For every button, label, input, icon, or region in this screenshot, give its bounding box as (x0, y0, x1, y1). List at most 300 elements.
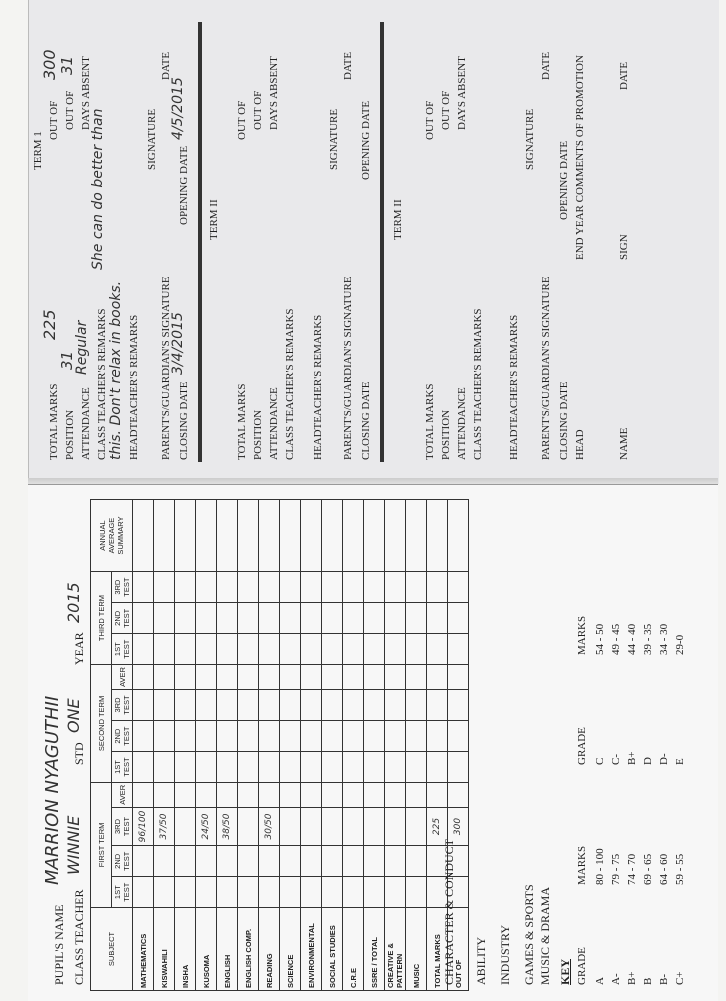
mark-cell (175, 721, 196, 752)
term3-class-teacher-remarks-label: CLASS TEACHER'S REMARKS (472, 308, 484, 460)
table-row (364, 500, 385, 991)
mark-cell: 30/50 (259, 807, 280, 846)
subject-cell: SSRE / TOTAL (364, 908, 385, 991)
table-row (385, 500, 406, 991)
mark-cell (406, 752, 427, 783)
mark-cell (217, 689, 238, 720)
mark-cell (196, 603, 217, 634)
mark-cell (175, 752, 196, 783)
key-grade: B+ (626, 751, 638, 765)
key-marks-header: MARKS (576, 845, 588, 885)
term1-attendance-value: Regular (74, 320, 90, 375)
mark-cell (322, 877, 343, 908)
mark-cell (196, 846, 217, 877)
annual-header: ANNUAL AVERAGE SUMMARY (91, 500, 133, 572)
mark-cell (238, 500, 259, 572)
key-marks: 44 - 40 (626, 623, 638, 655)
term1-opening-date-value: 4/5/2015 (170, 77, 186, 140)
mark-cell (154, 689, 175, 720)
mark-cell (259, 572, 280, 603)
mark-cell (238, 782, 259, 807)
mark-cell (343, 877, 364, 908)
mark-cell (385, 846, 406, 877)
mark-cell (385, 500, 406, 572)
mark-cell (322, 500, 343, 572)
table-row (217, 500, 238, 991)
term1-position-value: 31 (58, 350, 76, 370)
mark-cell (196, 752, 217, 783)
term1-opening-date-label: OPENING DATE (178, 145, 190, 225)
mark-cell (259, 665, 280, 690)
class-teacher-value: WINNIE (64, 815, 83, 875)
term1-date-label: DATE (160, 51, 172, 80)
mark-cell (385, 782, 406, 807)
mark-cell (448, 634, 469, 665)
mark-cell (364, 877, 385, 908)
third-term-header: THIRD TERM (91, 572, 112, 665)
term3-headteacher-remarks-label: HEADTEACHER'S REMARKS (508, 314, 520, 460)
mark-cell (427, 634, 448, 665)
term1-closing-date-label: CLOSING DATE (178, 381, 190, 460)
mark-cell (217, 500, 238, 572)
mark-cell (196, 877, 217, 908)
industry-label: INDUSTRY (498, 924, 512, 985)
mark-cell (364, 721, 385, 752)
term1-closing-date-value: 3/4/2015 (170, 312, 186, 375)
term3-out-of2-label: OUT OF (440, 90, 452, 130)
mark-cell (406, 500, 427, 572)
mark-cell (448, 782, 469, 807)
key-marks: 34 - 30 (658, 623, 670, 655)
term3-position-label: POSITION (440, 409, 452, 460)
mark-cell (385, 877, 406, 908)
mark-cell (322, 603, 343, 634)
subject-cell: MUSIC (406, 908, 427, 991)
mark-cell (259, 877, 280, 908)
mark-cell (301, 572, 322, 603)
mark-cell (259, 782, 280, 807)
mark-cell (238, 572, 259, 603)
mark-cell (133, 603, 154, 634)
mark-cell (154, 877, 175, 908)
subject-cell: SCIENCE (280, 908, 301, 991)
key-grade-header: GRADE (576, 947, 588, 985)
second-term-header: SECOND TERM (91, 665, 112, 783)
mark-cell (322, 807, 343, 846)
year-value: 2015 (64, 582, 83, 623)
mark-cell (322, 689, 343, 720)
mark-cell (427, 500, 448, 572)
mark-cell (175, 500, 196, 572)
mark-cell (301, 752, 322, 783)
mark-cell (217, 782, 238, 807)
subject-cell: ENGLISH (217, 908, 238, 991)
mark-cell (385, 603, 406, 634)
mark-cell (301, 665, 322, 690)
mark-cell: 38/50 (217, 807, 238, 846)
mark-cell (406, 807, 427, 846)
mark-cell (364, 572, 385, 603)
mark-cell (406, 877, 427, 908)
mark-cell (343, 665, 364, 690)
mark-cell (196, 634, 217, 665)
term1-out-of2-label: OUT OF (64, 90, 76, 130)
term2-title: TERM II (208, 199, 220, 240)
mark-cell (238, 721, 259, 752)
mark-cell (343, 782, 364, 807)
mark-cell (406, 782, 427, 807)
term3-sign-label: SIGN (618, 234, 630, 260)
table-row (406, 500, 427, 991)
mark-cell (364, 689, 385, 720)
mark-cell (343, 721, 364, 752)
mark-cell (406, 603, 427, 634)
key-grade: A (594, 977, 606, 985)
mark-cell (280, 634, 301, 665)
term2-headteacher-remarks-label: HEADTEACHER'S REMARKS (312, 314, 324, 460)
mark-cell (238, 807, 259, 846)
table-header-row (91, 500, 112, 991)
mark-cell (217, 603, 238, 634)
key-label: KEY (558, 958, 572, 985)
mark-cell (280, 665, 301, 690)
mark-cell (259, 752, 280, 783)
mark-cell (217, 665, 238, 690)
key-grade: B- (658, 974, 670, 985)
mark-cell (322, 846, 343, 877)
key-marks-header2: MARKS (576, 615, 588, 655)
table-row (238, 500, 259, 991)
mark-cell (406, 665, 427, 690)
mark-cell (301, 846, 322, 877)
subcol-header: 1ST TEST (112, 634, 133, 665)
subject-cell: ENGLISH COMP. (238, 908, 259, 991)
mark-cell (301, 807, 322, 846)
mark-cell (259, 634, 280, 665)
mark-cell (406, 634, 427, 665)
term3-opening-date-label: OPENING DATE (558, 140, 570, 220)
term2-date-label: DATE (342, 51, 354, 80)
mark-cell (406, 721, 427, 752)
pupil-name-label: PUPIL'S NAME (52, 904, 66, 985)
mark-cell (175, 572, 196, 603)
mark-cell (301, 782, 322, 807)
subcol-header: 3RD TEST (112, 689, 133, 720)
mark-cell (448, 572, 469, 603)
term3-date-label: DATE (540, 51, 552, 80)
subject-cell: TOTAL MARKS (427, 908, 448, 991)
mark-cell (427, 665, 448, 690)
subcol-header: 2ND TEST (112, 603, 133, 634)
key-marks: 74 - 70 (626, 853, 638, 885)
first-term-header: FIRST TERM (91, 782, 112, 907)
mark-cell (238, 877, 259, 908)
mark-cell (217, 846, 238, 877)
term3-days-absent-label: DAYS ABSENT (456, 56, 468, 130)
mark-cell (448, 603, 469, 634)
mark-cell: 96/100 (133, 807, 154, 846)
mark-cell (259, 500, 280, 572)
mark-cell (301, 877, 322, 908)
mark-cell (259, 846, 280, 877)
term2-parent-signature-label: PARENT'S/GUARDIAN'S SIGNATURE (342, 276, 354, 460)
mark-cell (133, 665, 154, 690)
key-grade: D- (658, 753, 670, 765)
table-row (133, 500, 154, 991)
mark-cell (280, 603, 301, 634)
mark-cell (385, 634, 406, 665)
mark-cell (301, 500, 322, 572)
ability-label: ABILITY (474, 937, 488, 985)
term1-out-of-value: 300 (40, 49, 59, 80)
subcol-header: 3RD TEST (112, 807, 133, 846)
mark-cell (259, 689, 280, 720)
mark-cell (280, 689, 301, 720)
mark-cell (175, 846, 196, 877)
key-grade: E (674, 758, 686, 765)
character-label: CHARACTER & CONDUCT (442, 838, 456, 985)
mark-cell (133, 782, 154, 807)
term1-remarks-line1: She can do better than (90, 108, 106, 270)
mark-cell (301, 634, 322, 665)
key-grade: A- (610, 973, 622, 985)
key-marks: 49 - 45 (610, 623, 622, 655)
mark-cell (364, 665, 385, 690)
mark-cell (280, 782, 301, 807)
mark-cell (427, 721, 448, 752)
mark-cell (175, 782, 196, 807)
mark-cell (154, 665, 175, 690)
mark-cell (448, 721, 469, 752)
mark-cell (343, 752, 364, 783)
mark-cell (196, 721, 217, 752)
subject-cell: CREATIVE & PATTERN (385, 908, 406, 991)
term2-total-marks-label: TOTAL MARKS (236, 383, 248, 460)
key-grade: C- (610, 754, 622, 765)
mark-cell: 24/50 (196, 807, 217, 846)
table-row (196, 500, 217, 991)
term2-attendance-label: ATTENDANCE (268, 387, 280, 460)
term1-signature-label: SIGNATURE (146, 108, 158, 170)
mark-cell (427, 572, 448, 603)
mark-cell (322, 782, 343, 807)
mark-cell (406, 846, 427, 877)
key-grade: D (642, 757, 654, 765)
mark-cell (154, 782, 175, 807)
mark-cell (154, 603, 175, 634)
term3-closing-date-label: CLOSING DATE (558, 381, 570, 460)
mark-cell (427, 782, 448, 807)
key-marks: 54 - 50 (594, 623, 606, 655)
term3-out-of-label: OUT OF (424, 100, 436, 140)
mark-cell (154, 752, 175, 783)
mark-cell: 225 (427, 807, 448, 846)
std-value: ONE (64, 698, 83, 733)
term2-opening-date-label: OPENING DATE (360, 100, 372, 180)
term2-class-teacher-remarks-label: CLASS TEACHER'S REMARKS (284, 308, 296, 460)
mark-cell (154, 572, 175, 603)
subcol-header: AVER (112, 782, 133, 807)
mark-cell (343, 572, 364, 603)
mark-cell (364, 634, 385, 665)
year-label: YEAR (72, 632, 86, 665)
key-grade: C (594, 757, 606, 765)
mark-cell (217, 721, 238, 752)
term1-attendance-label: ATTENDANCE (80, 387, 92, 460)
mark-cell (196, 500, 217, 572)
table-row (343, 500, 364, 991)
mark-cell (217, 877, 238, 908)
subject-cell: ENVIRONMENTAL (301, 908, 322, 991)
term1-headteacher-remarks-label: HEADTEACHER'S REMARKS (128, 314, 140, 460)
mark-cell (280, 807, 301, 846)
term1-out-of2-value: 31 (58, 55, 76, 75)
term1-total-marks-label: TOTAL MARKS (48, 383, 60, 460)
mark-cell (175, 689, 196, 720)
class-teacher-label: CLASS TEACHER (72, 889, 86, 985)
mark-cell (343, 689, 364, 720)
mark-cell (133, 752, 154, 783)
mark-cell (133, 500, 154, 572)
mark-cell (280, 721, 301, 752)
subject-cell: MATHEMATICS (133, 908, 154, 991)
mark-cell (343, 846, 364, 877)
term3-title: TERM II (392, 199, 404, 240)
mark-cell (133, 634, 154, 665)
mark-cell (364, 500, 385, 572)
mark-cell: 37/50 (154, 807, 175, 846)
key-marks: 59 - 55 (674, 853, 686, 885)
term2-out-of-label: OUT OF (236, 100, 248, 140)
term1-total-marks-value: 225 (40, 309, 59, 340)
term3-attendance-label: ATTENDANCE (456, 387, 468, 460)
term2-closing-date-label: CLOSING DATE (360, 381, 372, 460)
mark-cell (448, 689, 469, 720)
mark-cell (133, 689, 154, 720)
term1-days-absent-label: DAYS ABSENT (80, 56, 92, 130)
mark-cell (385, 572, 406, 603)
mark-cell (175, 807, 196, 846)
marks-table (90, 499, 469, 991)
table-row (322, 500, 343, 991)
mark-cell (427, 689, 448, 720)
mark-cell (238, 689, 259, 720)
mark-cell (322, 634, 343, 665)
mark-cell (238, 603, 259, 634)
term2-out-of2-label: OUT OF (252, 90, 264, 130)
std-label: STD (72, 742, 86, 765)
table-row (175, 500, 196, 991)
mark-cell (196, 689, 217, 720)
key-marks: 79 - 75 (610, 853, 622, 885)
mark-cell (280, 752, 301, 783)
term1-divider (198, 22, 202, 462)
mark-cell (343, 807, 364, 846)
term2-days-absent-label: DAYS ABSENT (268, 56, 280, 130)
mark-cell (259, 721, 280, 752)
mark-cell (427, 752, 448, 783)
mark-cell (343, 500, 364, 572)
mark-cell (385, 665, 406, 690)
table-row (301, 500, 322, 991)
mark-cell (406, 689, 427, 720)
mark-cell (196, 572, 217, 603)
mark-cell (448, 665, 469, 690)
table-row (259, 500, 280, 991)
mark-cell (154, 846, 175, 877)
mark-cell (364, 782, 385, 807)
term2-signature-label: SIGNATURE (328, 108, 340, 170)
subcol-header: 1ST TEST (112, 752, 133, 783)
mark-cell (133, 846, 154, 877)
mark-cell (217, 752, 238, 783)
games-label: GAMES & SPORTS (522, 884, 536, 985)
mark-cell (196, 782, 217, 807)
key-grade: B (642, 977, 654, 985)
key-marks: 80 - 100 (594, 848, 606, 885)
terms-section (28, 8, 718, 470)
key-grade-header2: GRADE (576, 727, 588, 765)
mark-cell (280, 846, 301, 877)
key-grade: C+ (674, 971, 686, 985)
mark-cell (133, 572, 154, 603)
mark-cell (385, 752, 406, 783)
mark-cell (364, 846, 385, 877)
mark-cell (385, 721, 406, 752)
term2-position-label: POSITION (252, 409, 264, 460)
mark-cell (343, 634, 364, 665)
mark-cell (448, 752, 469, 783)
mark-cell (175, 603, 196, 634)
subject-cell: C.R.E (343, 908, 364, 991)
mark-cell (133, 721, 154, 752)
term1-class-teacher-remarks-label: CLASS TEACHER'S REMARKS (96, 308, 108, 460)
mark-cell (154, 721, 175, 752)
subcol-header: 1ST TEST (112, 877, 133, 908)
subject-cell: INSHA (175, 908, 196, 991)
mark-cell (280, 500, 301, 572)
term1-out-of-label: OUT OF (48, 100, 60, 140)
term2-divider (380, 22, 384, 462)
mark-cell (217, 634, 238, 665)
mark-cell (385, 807, 406, 846)
mark-cell (322, 752, 343, 783)
subject-cell: READING (259, 908, 280, 991)
term3-parent-signature-label: PARENT'S/GUARDIAN'S SIGNATURE (540, 276, 552, 460)
mark-cell (322, 721, 343, 752)
term1-position-label: POSITION (64, 409, 76, 460)
subcol-header: AVER (112, 665, 133, 690)
mark-cell (175, 877, 196, 908)
key-marks: 69 - 65 (642, 853, 654, 885)
mark-cell (133, 877, 154, 908)
term1-title: TERM 1 (32, 131, 44, 170)
mark-cell (322, 572, 343, 603)
mark-cell (238, 665, 259, 690)
mark-cell (238, 846, 259, 877)
mark-cell (238, 634, 259, 665)
key-marks: 64 - 60 (658, 853, 670, 885)
mark-cell (385, 689, 406, 720)
table-row (154, 500, 175, 991)
subcol-header: 3RD TEST (112, 572, 133, 603)
mark-cell (259, 603, 280, 634)
mark-cell (175, 665, 196, 690)
mark-cell (175, 634, 196, 665)
key-marks: 29-0 (674, 634, 686, 655)
mark-cell (301, 721, 322, 752)
mark-cell (154, 500, 175, 572)
